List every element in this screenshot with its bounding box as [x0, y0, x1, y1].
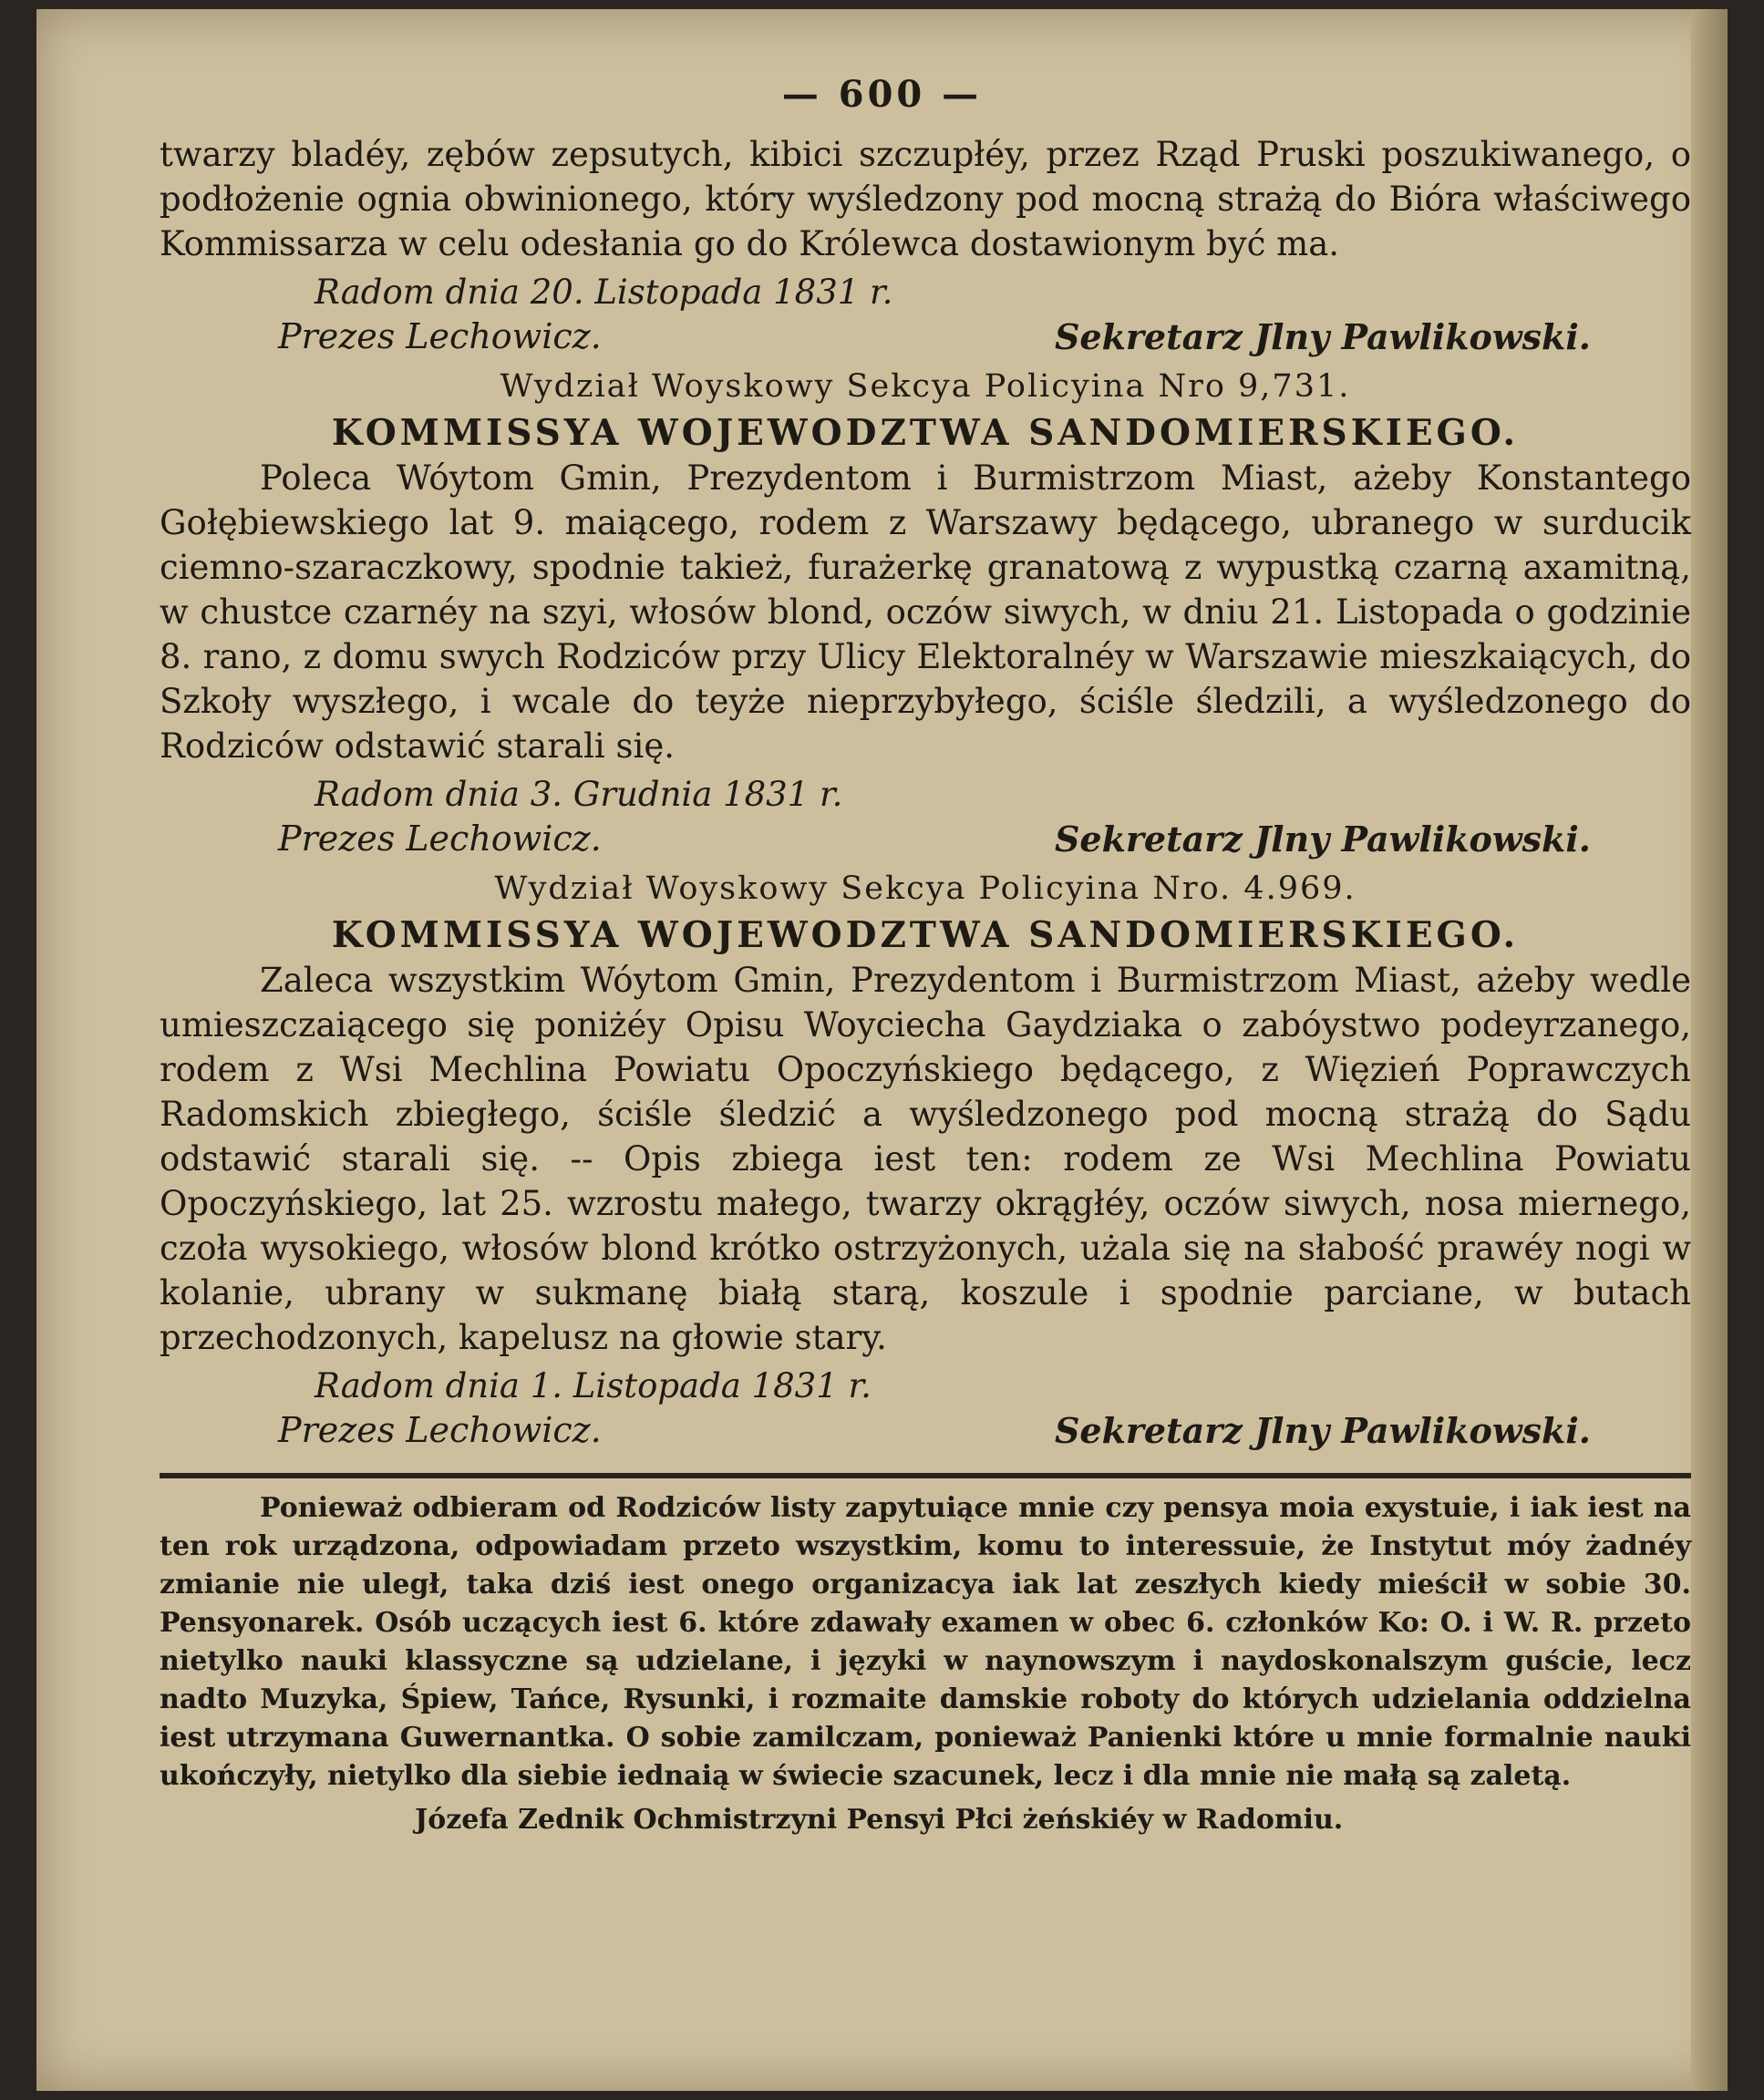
- section3-president: Prezes Lechowicz.: [278, 1410, 602, 1450]
- section2-president: Prezes Lechowicz.: [278, 818, 602, 859]
- advertisement-notice: Ponieważ odbieram od Rodziców listy zapytuiące mnie czy pensya moia exystuie, i iak iest na ten rok urządzona, odpowiadam przeto wszystkim, komu to interessuie, że Instytut móy żadnéy zmianie nie uległ, taka dziś iest onego organizacya iak lat zeszłych kiedy mieścił w sobie 30. Pensyonarek. Osób uczących iest 6. które zdawały examen w obec 6. członków Ko: O. i W. R. przeto nietylko nauki klassyczne są udzielane, i języki w naynowszym i naydoskonalszym guście, lecz nadto Muzyka, Śpiew, Tańce, Rysunki, i rozmaite damskie roboty do których udzielania oddzielna iest utrzymana Guwernantka. O sobie zamilczam, ponieważ Panienki które u mnie formalnie nauki ukończyły, nietylko dla siebie iednaią w świecie szacunek, lecz i dla mnie nie małą są zaletą.: [160, 1492, 1691, 1792]
- section3-heading: KOMMISSYA WOJEWODZTWA SANDOMIERSKIEGO.: [331, 914, 1520, 956]
- section2-place-date: Radom dnia 3. Grudnia 1831 r.: [315, 775, 843, 814]
- section3-secretary: Sekretarz Jlny Pawlikowski.: [1054, 1410, 1591, 1451]
- page-number: — 600 —: [781, 73, 983, 116]
- section1-president: Prezes Lechowicz.: [278, 316, 602, 356]
- advertisement-signature: Józefa Zednik Ochmistrzyni Pensyi Płci żeńskiéy w Radomiu.: [415, 1804, 1344, 1836]
- section3-signatures: [160, 1408, 1691, 1453]
- section3-reference: Wydział Woyskowy Sekcya Policyina Nro. 4.969.: [494, 870, 1357, 907]
- section2-paragraph: Poleca Wóytom Gmin, Prezydentom i Burmistrzom Miast, ażeby Konstantego Gołębiewskiego lat 9. maiącego, rodem z Warszawy będącego, ubranego w surducik ciemno-szaraczkowy, spodnie takież, furażerkę granatową z wypustką czarną axamitną, w chustce czarnéy na szyi, włosów blond, oczów siwych, w dniu 21. Listopada o godzinie 8. rano, z domu swych Rodziców przy Ulicy Elektoralnéy w Warszawie mieszkaiących, do Szkoły wyszłego, i wcale do teyże nieprzybyłego, ściśle śledzili, a wyśledzonego do Rodziców odstawić starali się.: [160, 458, 1691, 766]
- page-content: [160, 132, 1691, 1842]
- section3-paragraph: Zaleca wszystkim Wóytom Gmin, Prezydentom i Burmistrzom Miast, ażeby wedle umieszczaiącego się poniżéy Opisu Woyciecha Gaydziaka o zabóystwo podeyrzanego, rodem z Wsi Mechlina Powiatu Opoczyńskiego będącego, z Więzień Poprawczych Radomskich zbiegłego, ściśle śledzić a wyśledzonego pod mocną strażą do Sądu odstawić starali się. -- Opis zbiega iest ten: rodem ze Wsi Mechlina Powiatu Opoczyńskiego, lat 25. wzrostu małego, twarzy okrągłéy, oczów siwych, nosa miernego, czoła wysokiego, włosów blond krótko ostrzyżonych, użala się na słabość prawéy nogi w kolanie, ubrany w sukmanę białą starą, koszule i spodnie parciane, w butach przechodzonych, kapelusz na głowie stary.: [160, 961, 1691, 1357]
- section2-signatures: [160, 817, 1691, 861]
- section1-signatures: [160, 314, 1691, 359]
- section1-paragraph: twarzy bladéy, zębów zepsutych, kibici szczupłéy, przez Rząd Pruski poszukiwanego, o podłożenie ognia obwinionego, który wyśledzony pod mocną strażą do Bióra właściwego Kommissarza w celu odesłania go do Królewca dostawionym być ma.: [160, 135, 1691, 263]
- section2-heading: KOMMISSYA WOJEWODZTWA SANDOMIERSKIEGO.: [331, 412, 1520, 454]
- newspaper-page: [36, 9, 1728, 2091]
- section1-place-date: Radom dnia 20. Listopada 1831 r.: [315, 273, 893, 312]
- section2-secretary: Sekretarz Jlny Pawlikowski.: [1054, 818, 1591, 860]
- section2-reference: Wydział Woyskowy Sekcya Policyina Nro 9,731.: [500, 368, 1351, 405]
- section3-place-date: Radom dnia 1. Listopada 1831 r.: [315, 1366, 872, 1405]
- section1-secretary: Sekretarz Jlny Pawlikowski.: [1054, 316, 1591, 357]
- page-binding-edge: [1691, 9, 1728, 2091]
- section-divider: [160, 1473, 1691, 1478]
